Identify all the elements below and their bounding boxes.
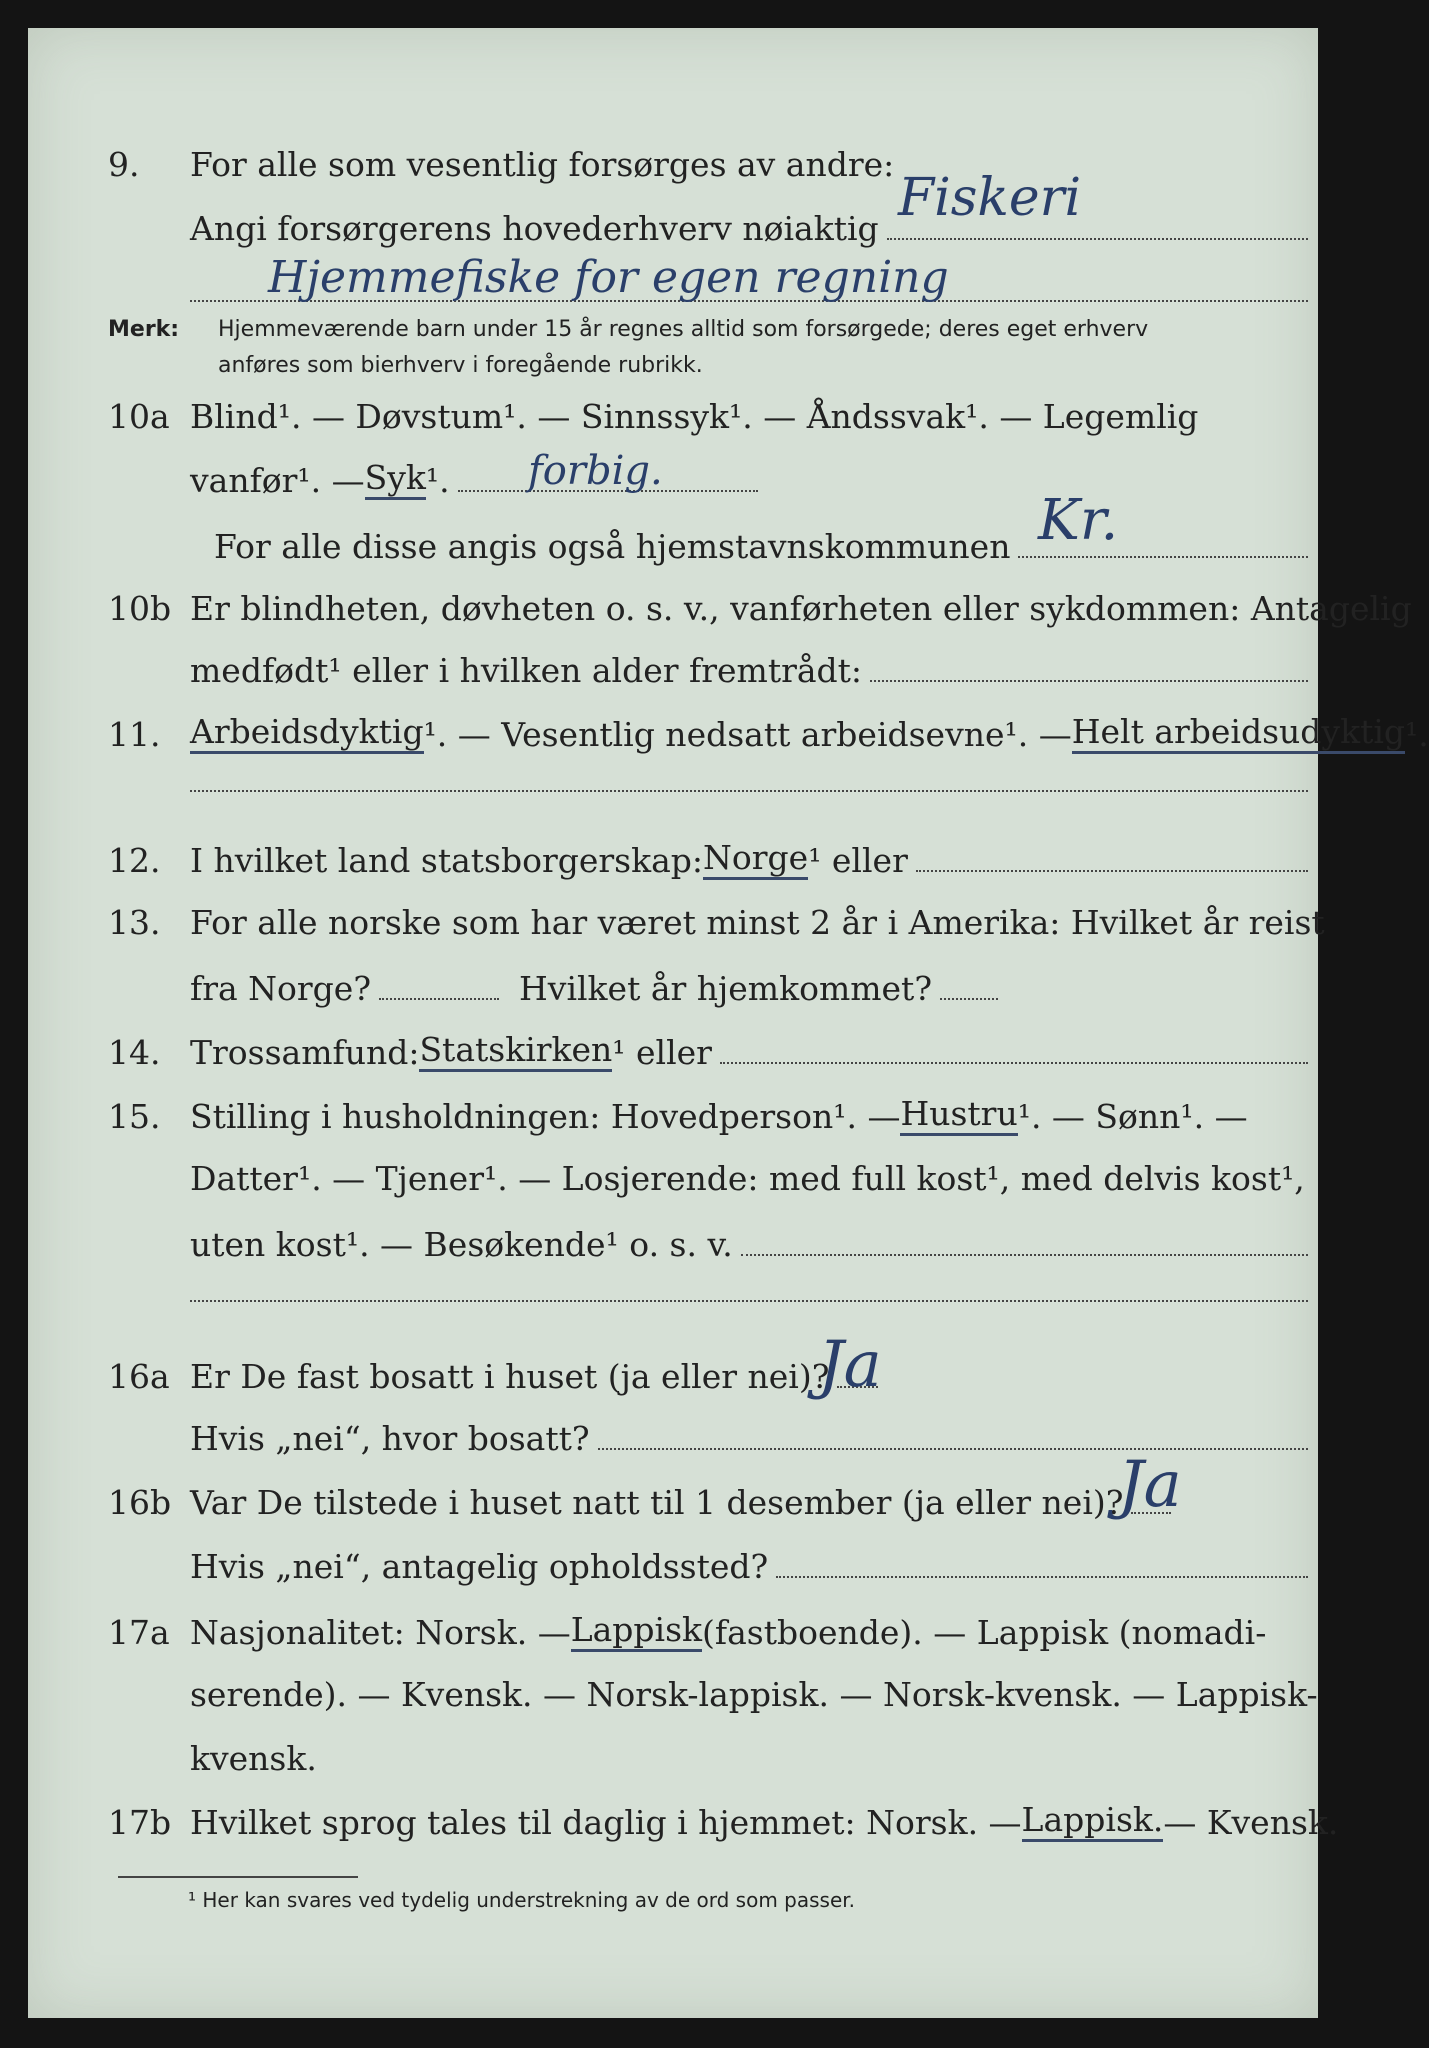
q10a-line-2: vanfør¹. — (190, 461, 365, 500)
handwritten-answer: Hjemmefiske for egen regning (268, 252, 949, 303)
q17a-line-2: serende). — Kvensk. — Norsk-lappisk. — Norsk-kvensk. — Lappisk- (190, 1675, 1318, 1714)
answer-line (741, 1254, 1308, 1256)
answer-line (887, 238, 1308, 240)
q14-row: 14. Trossamfund: Statskirken ¹ eller (28, 1028, 1318, 1072)
footnote (188, 1888, 855, 1912)
note-line-2: anføres som bierhverv i foregående rubrikk. (218, 353, 703, 378)
note-line-1: Hjemmeværende barn under 15 år regnes alltid som forsørgede; deres eget erhverv (218, 317, 1149, 342)
q9-line-1: For alle som vesentlig forsørges av andre: (190, 145, 895, 184)
footnote-text: Her kan svares ved tydelig understrekning av de ord som passer. (202, 1888, 856, 1912)
underlined-option: Lappisk (571, 1610, 702, 1652)
answer-line (916, 870, 1308, 872)
underlined-option: Lappisk. (1022, 1800, 1164, 1842)
q10a-row-2: vanfør¹. — Syk ¹. (28, 456, 1318, 500)
q15-row-2 (28, 1154, 1318, 1198)
q10b-line-2: medfødt¹ eller i hvilken alder fremtrådt: (190, 651, 863, 690)
handwritten-answer: Fiskeri (898, 168, 1082, 228)
census-form-page (28, 28, 1429, 2018)
q10a-number: 10a (108, 397, 170, 436)
answer-line (1018, 556, 1308, 558)
q17a-row-1: 17a Nasjonalitet: Norsk. — Lappisk (fastboende). — Lappisk (nomadi- (108, 1610, 1267, 1652)
q15-line-2: Datter¹. — Tjener¹. — Losjerende: med full kost¹, med delvis kost¹, (190, 1159, 1305, 1198)
q16a-line-2: Hvis „nei“, hvor bosatt? (190, 1419, 590, 1458)
footnote-rule (118, 1876, 358, 1878)
underlined-option: Syk (365, 458, 426, 500)
q10b-number: 10b (108, 589, 172, 628)
q12-text: I hvilket land statsborgerskap: (190, 841, 704, 880)
answer-line (870, 680, 1308, 682)
q16a-row-1 (28, 1352, 1318, 1396)
answer-line (776, 1576, 1308, 1578)
q10b-row-2 (28, 646, 1318, 690)
answer-line (940, 998, 998, 1000)
q9-row-1 (28, 140, 1318, 184)
q9-row-2 (28, 204, 1318, 248)
q14-number: 14. (108, 1033, 161, 1072)
q10a-line-1: Blind¹. — Døvstum¹. — Sinnssyk¹. — Åndssvak¹. — Legemlig (190, 397, 1199, 436)
q11-text: ¹. — Vesentlig nedsatt arbeidsevne¹. — (423, 715, 1072, 754)
q10a-line-3: For alle disse angis også hjemstavnskommunen (214, 527, 1011, 566)
q14-text: Trossamfund: (190, 1033, 420, 1072)
q17b-text: Hvilket sprog tales til daglig i hjemmet: Norsk. — (190, 1803, 1022, 1842)
answer-line (720, 1062, 1308, 1064)
q16a-line-1: Er De fast bosatt i huset (ja eller nei)? (190, 1357, 830, 1396)
q9-line-2: Angi forsørgerens hovederhverv nøiaktig (190, 209, 879, 248)
q13-row-2 (28, 964, 1318, 1008)
q16b-row-2 (28, 1542, 1318, 1586)
q10b-line-1: Er blindheten, døvheten o. s. v., vanførheten eller sykdommen: Antagelig (190, 589, 1412, 628)
q17b-number: 17b (108, 1803, 172, 1842)
answer-line (598, 1448, 1308, 1450)
q15-row-3 (28, 1220, 1318, 1264)
q13-line-2a: fra Norge? (190, 969, 372, 1008)
q9-number: 9. (108, 145, 140, 184)
q11-row: 11. Arbeidsdyktig ¹. — Vesentlig nedsatt arbeidsevne¹. — Helt arbeidsudyktig ¹. (108, 712, 1429, 754)
handwritten-answer: forbig. (528, 448, 663, 494)
underlined-option: Norge (703, 838, 808, 880)
q17a-number: 17a (108, 1613, 170, 1652)
note-label: Merk: (108, 317, 180, 342)
answer-line (190, 1300, 1308, 1302)
q17a-line-1: Nasjonalitet: Norsk. — (190, 1613, 571, 1652)
q17a-row-2 (28, 1670, 1318, 1714)
q16b-line-2: Hvis „nei“, antagelig opholdssted? (190, 1547, 769, 1586)
q13-row-1 (28, 898, 1325, 942)
q10a-row-3 (28, 522, 1318, 566)
q16b-number: 16b (108, 1483, 172, 1522)
q15-number: 15. (108, 1097, 161, 1136)
handwritten-answer: Kr. (1038, 488, 1119, 553)
underlined-option: Hustru (900, 1094, 1017, 1136)
note-row-1 (28, 308, 1318, 342)
q10a-row-1 (28, 392, 1318, 436)
q17b-row: 17b Hvilket sprog tales til daglig i hjemmet: Norsk. — Lappisk. — Kvensk. (108, 1800, 1339, 1842)
q16b-line-1: Var De tilstede i huset natt til 1 desember (ja eller nei)? (190, 1483, 1124, 1522)
q16a-number: 16a (108, 1357, 170, 1396)
underlined-option: Arbeidsdyktig (190, 712, 424, 754)
q17a-line-3: kvensk. (190, 1739, 317, 1778)
q11-number: 11. (108, 715, 161, 754)
handwritten-answer: Ja (818, 1328, 882, 1402)
q13-line-2b: Hvilket år hjemkommet? (519, 969, 933, 1008)
underlined-option: Helt arbeidsudyktig (1072, 712, 1405, 754)
footnote-mark: ¹ (188, 1888, 197, 1912)
handwritten-answer: Ja (1118, 1448, 1182, 1522)
answer-line (379, 998, 499, 1000)
q15-line-3: uten kost¹. — Besøkende¹ o. s. v. (190, 1225, 733, 1264)
q10b-row-1 (28, 584, 1412, 628)
q12-row: 12. I hvilket land statsborgerskap: Norge ¹ eller (28, 836, 1318, 880)
q13-line-1: For alle norske som har været minst 2 år i Amerika: Hvilket år reist (190, 903, 1325, 942)
underlined-option: Statskirken (419, 1030, 612, 1072)
q17a-row-3 (28, 1734, 1318, 1778)
answer-line (190, 790, 1308, 792)
q13-number: 13. (108, 903, 161, 942)
q15-row-1: 15. Stilling i husholdningen: Hovedperson¹. — Hustru ¹. — Sønn¹. — (108, 1094, 1248, 1136)
note-row-2 (28, 344, 1318, 378)
q15-line-1: Stilling i husholdningen: Hovedperson¹. — (190, 1097, 901, 1136)
q12-number: 12. (108, 841, 161, 880)
